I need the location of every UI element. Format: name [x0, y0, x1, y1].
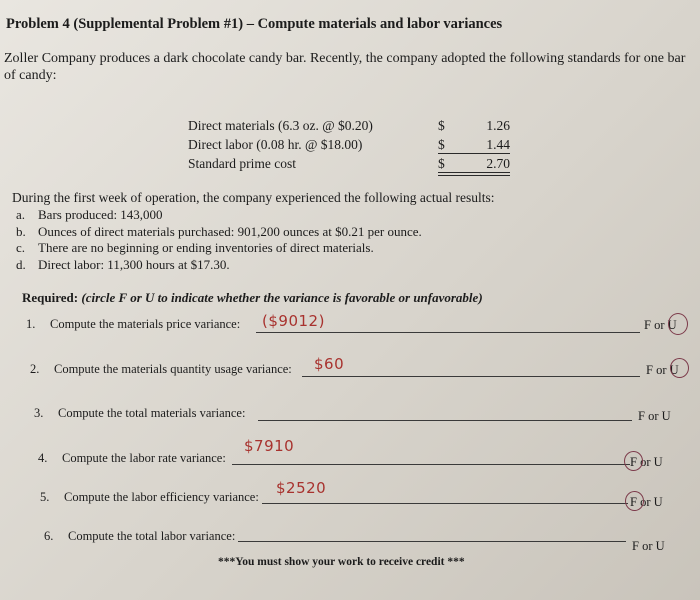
- favorable-unfavorable-2[interactable]: F or U: [646, 363, 679, 377]
- question-number: 6.: [44, 529, 54, 543]
- favorable-unfavorable-1[interactable]: F or U: [644, 318, 677, 332]
- question-text: Compute the labor efficiency variance:: [64, 490, 259, 504]
- standards-currency: $: [438, 136, 445, 152]
- question-number: 1.: [26, 317, 36, 331]
- question-number: 5.: [40, 490, 50, 504]
- question-3: [34, 406, 245, 421]
- list-item-text: Ounces of direct materials purchased: 901,200 ounces at $0.21 per ounce.: [38, 223, 422, 239]
- problem-intro: Zoller Company produces a dark chocolate candy bar. Recently, the company adopted the following standards for one bar of candy:: [4, 51, 686, 83]
- problem-title: Problem 4 (Supplemental Problem #1) – Compute materials and labor variances: [6, 16, 503, 32]
- list-item: [16, 257, 422, 274]
- favorable-unfavorable-3[interactable]: F or U: [638, 409, 671, 423]
- question-number: 2.: [30, 362, 40, 376]
- answer-blank-2[interactable]: [302, 376, 640, 377]
- list-item-letter: b.: [16, 223, 26, 239]
- required-note: (circle F or U to indicate whether the variance is favorable or unfavorable): [81, 290, 483, 305]
- circle-mark-f-4: [624, 451, 643, 471]
- standards-table: [188, 116, 510, 173]
- question-number: 4.: [38, 451, 48, 465]
- list-item-letter: d.: [16, 256, 26, 272]
- standards-currency: $: [438, 117, 445, 133]
- credit-note: ***You must show your work to receive credit ***: [218, 556, 465, 568]
- standards-total-line-1: [438, 172, 510, 173]
- actual-results-list: [16, 207, 422, 273]
- question-number: 3.: [34, 406, 44, 420]
- required-instructions: [22, 290, 483, 306]
- question-text: Compute the total labor variance:: [68, 529, 236, 543]
- handwritten-answer-5: $2520: [276, 479, 327, 497]
- question-4: [38, 451, 226, 466]
- list-item: [16, 240, 422, 257]
- question-text: Compute the materials quantity usage variance:: [54, 362, 292, 376]
- question-text: Compute the total materials variance:: [58, 406, 246, 420]
- circle-mark-u-2: [670, 358, 689, 378]
- circle-mark-u-1: [668, 313, 688, 335]
- standards-value: 2.70: [486, 155, 510, 171]
- answer-blank-3[interactable]: [258, 420, 632, 421]
- standards-value: 1.26: [486, 117, 510, 133]
- list-item: [16, 207, 422, 224]
- standards-row: [188, 154, 510, 173]
- list-item-letter: a.: [16, 207, 26, 222]
- answer-blank-6[interactable]: [238, 541, 626, 542]
- question-2: [30, 362, 292, 377]
- list-item-text: Bars produced: 143,000: [38, 207, 163, 222]
- favorable-unfavorable-4[interactable]: F or U: [630, 455, 663, 469]
- question-text: Compute the labor rate variance:: [62, 451, 226, 465]
- circle-mark-f-5: [625, 491, 644, 511]
- handwritten-answer-2: $60: [314, 355, 345, 373]
- actual-results-lead: During the first week of operation, the company experienced the following actual results:: [12, 190, 495, 205]
- list-item: [16, 224, 422, 241]
- standards-row: [188, 116, 510, 135]
- standards-row: [188, 135, 510, 154]
- standards-label: Direct materials (6.3 oz. @ $0.20): [188, 117, 373, 133]
- favorable-unfavorable-5[interactable]: F or U: [630, 495, 663, 509]
- list-item-text: Direct labor: 11,300 hours at $17.30.: [38, 256, 230, 272]
- question-6: [44, 529, 235, 544]
- question-text: Compute the materials price variance:: [50, 317, 241, 331]
- required-label: Required:: [22, 290, 79, 305]
- standards-label: Direct labor (0.08 hr. @ $18.00): [188, 136, 363, 152]
- standards-value: 1.44: [486, 136, 510, 152]
- answer-blank-5[interactable]: [262, 503, 628, 504]
- answer-blank-4[interactable]: [232, 464, 630, 465]
- handwritten-answer-4: $7910: [244, 437, 295, 455]
- favorable-unfavorable-6[interactable]: F or U: [632, 539, 665, 553]
- list-item-letter: c.: [16, 240, 26, 255]
- standards-total-line-2: [438, 175, 510, 176]
- standards-currency: $: [438, 155, 445, 171]
- handwritten-answer-1: ($9012): [262, 312, 325, 330]
- answer-blank-1[interactable]: [256, 332, 640, 333]
- list-item-text: There are no beginning or ending inventories of direct materials.: [38, 240, 374, 255]
- standards-label: Standard prime cost: [188, 155, 296, 171]
- question-1: [26, 317, 240, 332]
- question-5: [40, 490, 259, 505]
